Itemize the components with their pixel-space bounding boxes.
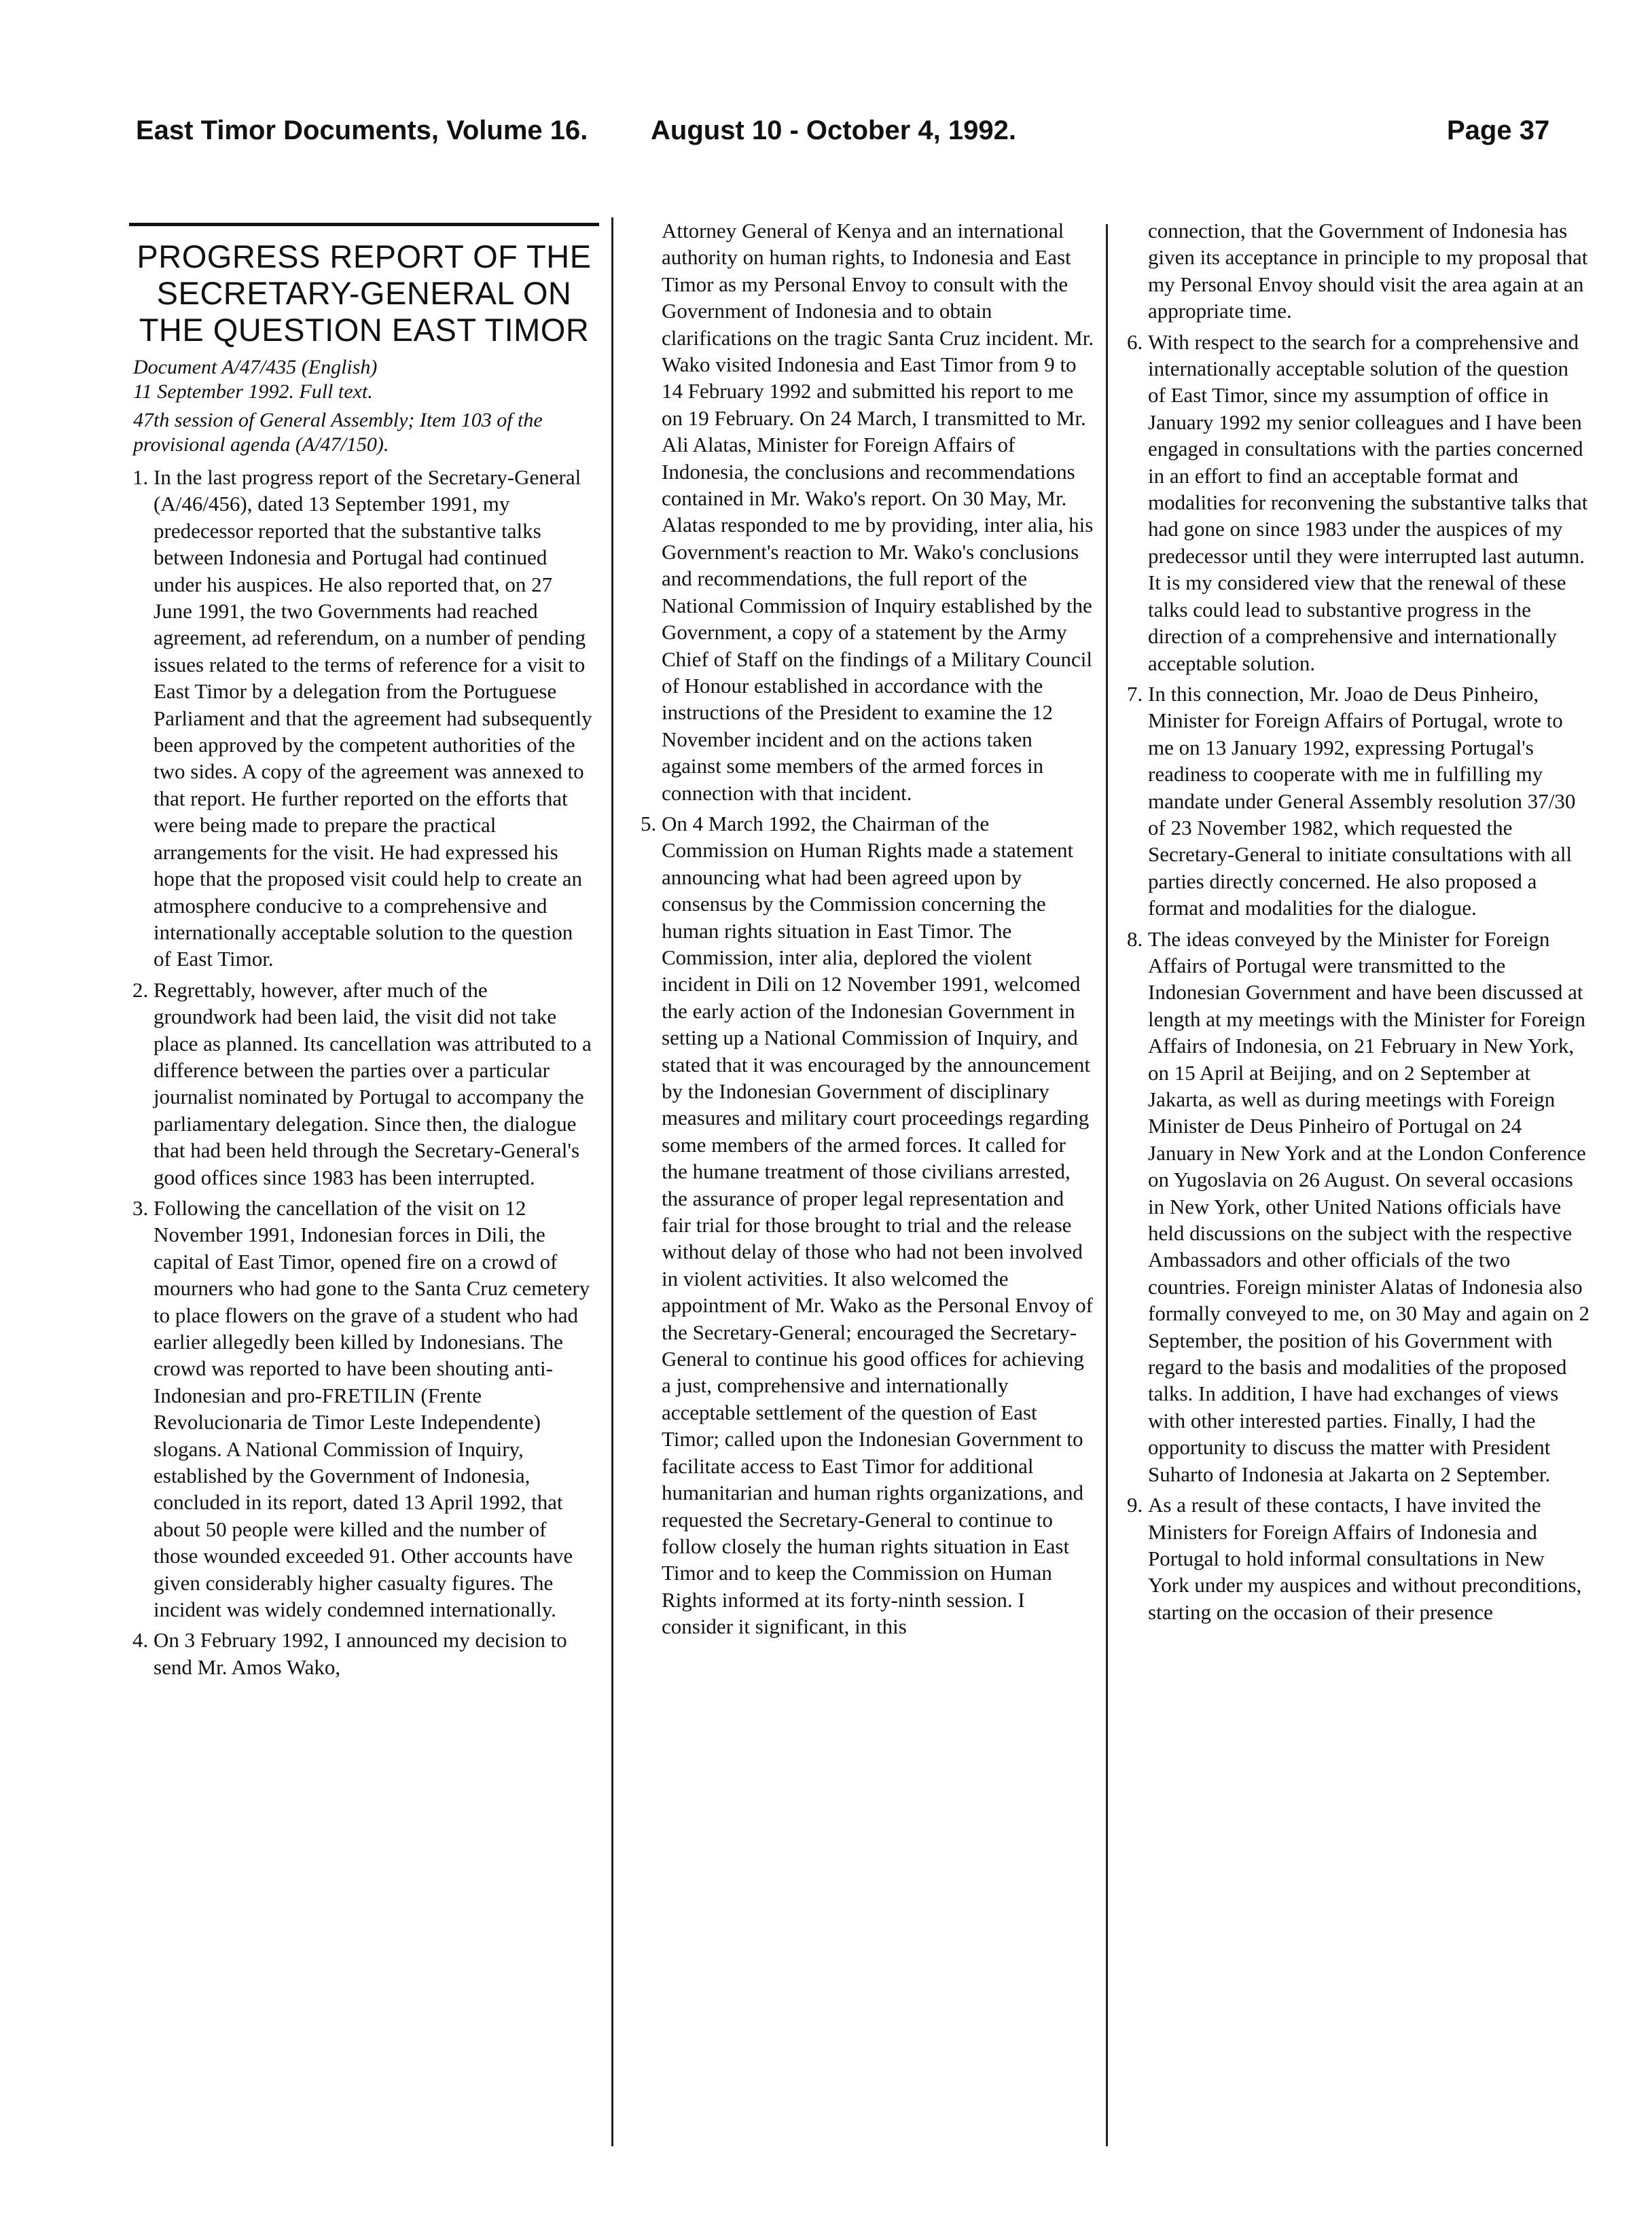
- column-divider: [1106, 224, 1108, 2146]
- paragraph-4-continued: Attorney General of Kenya and an international authority on human rights, to Indonesia and East Timor as my Personal Envoy to consult with the Government of Indonesia and to obtain clarifications on the tragic Santa Cruz incident. Mr. Wako visited Indonesia and East Timor from 9 to 14 February 1992 and submitted his report to me on 19 February. On 24 March, I transmitted to Mr. Ali Alatas, Minister for Foreign Affairs of Indonesia, the conclusions and recommendations contained in Mr. Wako's report. On 30 May, Mr. Alatas responded to me by providing, inter alia, his Government's reaction to Mr. Wako's conclusions and recommendations, the full report of the National Commission of Inquiry established by the Government, a copy of a statement by the Army Chief of Staff on the findings of a Military Council of Honour established in accordance with the instructions of the President to examine the 12 November incident and on the actions taken against some members of the armed forces in connection with that incident.: [662, 219, 1094, 805]
- column-divider: [611, 217, 613, 2146]
- paragraph-3: 3. Following the cancellation of the visit on 12 November 1991, Indonesian forces in Dili, the capital of East Timor, opened fire on a crowd of mourners who had gone to the Santa Cruz cemetery to place flowers on the grave of a student who had earlier allegedly been killed by Indonesians. The crowd was reported to have been shouting anti-Indonesian and pro-FRETILIN (Frente Revolucionaria de Timor Leste Independente) slogans. A National Commission of Inquiry, established by the Government of Indonesia, concluded in its report, dated 13 April 1992, that about 50 people were killed and the number of those wounded exceeded 91. Other accounts have given considerably higher casualty figures. The incident was widely condemned internationally.: [154, 1195, 595, 1623]
- column-1: [133, 223, 595, 1684]
- document-reference: [133, 355, 595, 404]
- title-rule: [129, 223, 599, 226]
- paragraph-1: 1. In the last progress report of the Secretary-General (A/46/456), dated 13 September 1991, my predecessor reported that the substantive talks between Indonesia and Portugal had continued under his auspices. He also reported that, on 27 June 1991, the two Governments had reached agreement, ad referendum, on a number of pending issues related to the terms of reference for a visit to East Timor by a delegation from the Portuguese Parliament and that the agreement had subsequently been approved by the competent authorities of the two sides. A copy of the agreement was annexed to that report. He further reported on the efforts that were being made to prepare the practical arrangements for the visit. He had expressed his hope that the proposed visit could help to create an atmosphere conducive to a comprehensive and internationally acceptable solution to the question of East Timor.: [154, 464, 595, 973]
- paragraph-list: [641, 810, 1096, 1640]
- paragraph-2: 2. Regrettably, however, after much of the groundwork had been laid, the visit did not take place as planned. Its cancellation was attributed to a difference between the parties over a particular journalist nominated by Portugal to accompany the parliamentary delegation. Since then, the dialogue that had been held through the Secretary-General's good offices since 1983 has been interrupted.: [154, 977, 595, 1191]
- publication-title: East Timor Documents, Volume 16.: [136, 115, 588, 145]
- date-range: August 10 - October 4, 1992.: [651, 115, 1016, 145]
- session-reference: 47th session of General Assembly; Item 103 of the provisional agenda (A/47/150).: [133, 409, 543, 456]
- paragraph-5-continued: connection, that the Government of Indonesia has given its acceptance in principle to my proposal that my Personal Envoy should visit the area again at an appropriate time.: [1148, 219, 1588, 323]
- paragraph-list: [133, 464, 595, 1680]
- paragraph-4: 4. On 3 February 1992, I announced my decision to send Mr. Amos Wako,: [154, 1627, 595, 1680]
- paragraph-6: 6. With respect to the search for a comprehensive and internationally acceptable solution of the question of East Timor, since my assumption of office in January 1992 my senior colleagues and I have been engaged in consultations with the parties concerned in an effort to find an acceptable format and modalities for reconvening the substantive talks that had gone on since 1983 under the auspices of my predecessor until they were interrupted last autumn. It is my considered view that the renewal of these talks could lead to substantive progress in the direction of a comprehensive and internationally acceptable solution.: [1148, 329, 1590, 676]
- column-2: [641, 217, 1096, 1644]
- document-line-2: 11 September 1992. Full text.: [133, 380, 373, 403]
- article-title: PROGRESS REPORT OF THE SECRETARY-GENERAL ON THE QUESTION EAST TIMOR: [137, 238, 592, 348]
- paragraph-9: 9. As a result of these contacts, I have invited the Ministers for Foreign Affairs of Indonesia and Portugal to hold informal consultations in New York under my auspices and without preconditions, starting on the occasion of their presence: [1148, 1492, 1590, 1625]
- page-number: Page 37: [1447, 115, 1550, 145]
- paragraph-5: 5. On 4 March 1992, the Chairman of the Commission on Human Rights made a statement announcing what had been agreed upon by consensus by the Commission concerning the human rights situation in East Timor. The Commission, inter alia, deplored the violent incident in Dili on 12 November 1991, welcomed the early action of the Indonesian Government in setting up a National Commission of Inquiry, and stated that it was encouraged by the announcement by the Indonesian Government of disciplinary measures and military court proceedings regarding some members of the armed forces. It called for the humane treatment of those civilians arrested, the assurance of proper legal representation and fair trial for those brought to trial and the release without delay of those who had not been involved in violent activities. It also welcomed the appointment of Mr. Wako as the Personal Envoy of the Secretary-General; encouraged the Secretary-General to continue his good offices for achieving a just, comprehensive and internationally acceptable settlement of the question of East Timor; called upon the Indonesian Government to facilitate access to East Timor for additional humanitarian and human rights organizations, and requested the Secretary-General to continue to follow closely the human rights situation in East Timor and to keep the Commission on Human Rights informed at its forty-ninth session. I consider it significant, in this: [662, 810, 1096, 1640]
- paragraph-7: 7. In this connection, Mr. Joao de Deus Pinheiro, Minister for Foreign Affairs of Portugal, wrote to me on 13 January 1992, expressing Portugal's readiness to cooperate with me in fulfilling my mandate under General Assembly resolution 37/30 of 23 November 1982, which requested the Secretary-General to initiate consultations with all parties directly concerned. He also proposed a format and modalities for the dialogue.: [1148, 681, 1590, 922]
- paragraph-list: [1128, 329, 1590, 1626]
- paragraph-8: 8. The ideas conveyed by the Minister for Foreign Affairs of Portugal were transmitted to the Indonesian Government and have been discussed at length at my meetings with the Minister for Foreign Affairs of Indonesia, on 21 February in New York, on 15 April at Beijing, and on 2 September at Jakarta, as well as during meetings with Foreign Minister de Deus Pinheiro of Portugal on 24 January in New York and at the London Conference on Yugoslavia on 26 August. On several occasions in New York, other United Nations officials have held discussions on the subject with the respective Ambassadors and other officials of the two countries. Foreign minister Alatas of Indonesia also formally conveyed to me, on 30 May and again on 2 September, the position of his Government with regard to the basis and modalities of the proposed talks. In addition, I have had exchanges of views with other interested parties. Finally, I had the opportunity to discuss the matter with President Suharto of Indonesia at Jakarta on 2 September.: [1148, 926, 1590, 1488]
- document-line-1: Document A/47/435 (English): [133, 356, 378, 378]
- column-3: [1128, 217, 1590, 1629]
